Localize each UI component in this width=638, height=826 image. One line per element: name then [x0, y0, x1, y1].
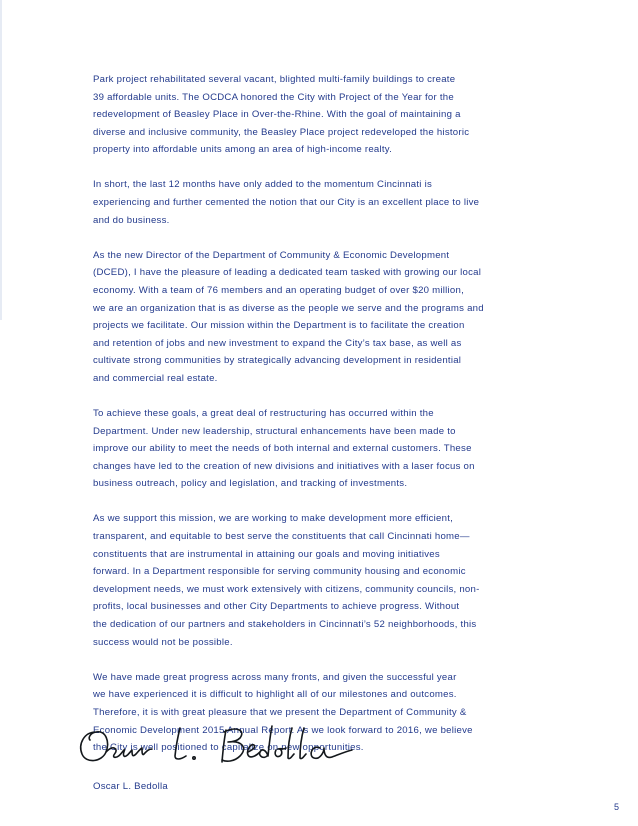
letter-body [93, 71, 551, 774]
paragraph-restructuring: To achieve these goals, a great deal of restructuring has occurred within the Department. Under new leadership, structural enhancements have been made to improve our ability to meet the needs of both internal and external customers. These changes have led to the creation of new divisions and initiatives with a laser focus on business outreach, policy and legislation, and tracking of investments. [93, 408, 475, 490]
page-number: 5 [613, 802, 619, 812]
page-edge-shade [0, 0, 2, 320]
handwritten-signature [76, 722, 366, 770]
paragraph-mission-support: As we support this mission, we are working to make development more efficient, transparent, and equitable to best serve the constituents that call Cincinnati home— constituents that are instrumental in attaining our goals and moving initiatives forward. In a Department responsible for serving community housing and economic development needs, we must work extensively with citizens, community councils, non- profits, local businesses and other City Departments to achieve progress. Without the dedication of our partners and stakeholders in Cincinnati’s 52 neighborhoods, this success would not be possible. [93, 513, 480, 648]
paragraph-new-director: As the new Director of the Department of Community & Economic Development (DCED), I have the pleasure of leading a dedicated team tasked with growing our local economy. With a team of 76 members and an operating budget of over $20 million, we are an organization that is as diverse as the people we serve and the programs and projects we facilitate. Our mission within the Department is to facilitate the creation and retention of jobs and new investment to expand the City’s tax base, as well as cultivate strong communities by strategically advancing development in residential and commercial real estate. [93, 249, 484, 384]
paragraph-closing: We have made great progress across many fronts, and given the successful year we have experienced it is difficult to highlight all of our milestones and outcomes. Therefore, it is with great pleasure that we present the Department of Community & Economic Development 2015 Annual Report. As we look forward to 2016, we believe the City is well positioned to capitalize on new opportunities. [93, 671, 473, 754]
paragraph-beasley-place: Park project rehabilitated several vacant, blighted multi-family buildings to create 39 affordable units. The OCDCA honored the City with Project of the Year for the redevelopment of Beasley Place in Over-the-Rhine. With the goal of maintaining a diverse and inclusive community, the Beasley Place project redeveloped the historic property into affordable units among an area of high-income realty. [93, 74, 470, 156]
paragraph-momentum: In short, the last 12 months have only added to the momentum Cincinnati is experiencing and further cemented the notion that our City is an excellent place to live and do business. [93, 179, 480, 226]
signer-name: Oscar L. Bedolla [93, 781, 168, 792]
